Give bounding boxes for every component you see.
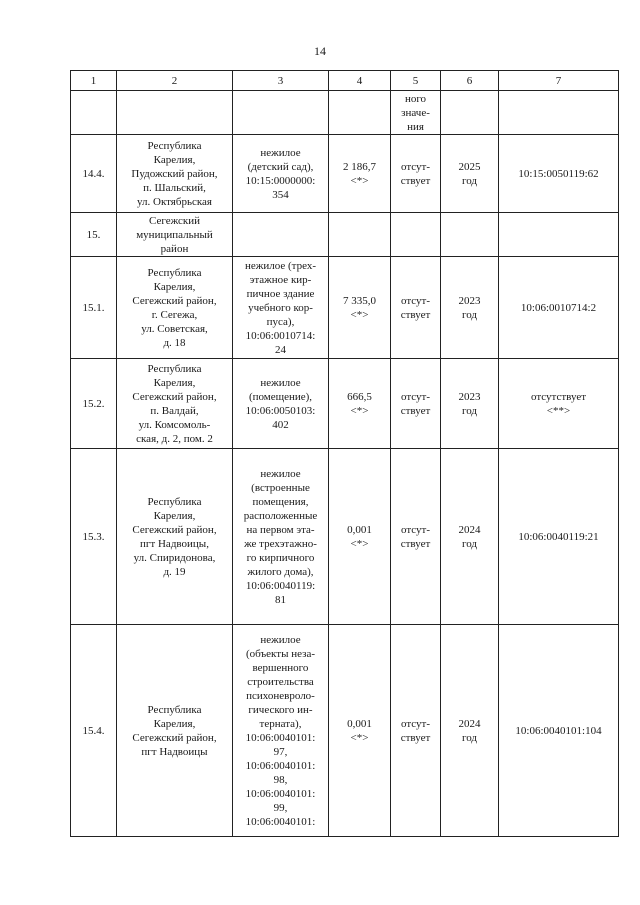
page-number: 14 <box>314 44 326 58</box>
row-cadastral: отсутствует <**> <box>499 359 619 449</box>
row-purpose: нежилое (встроенные помещения, расположенные на первом эта- же трехэтажно- го кирпичного жилого дома), 10:06:0040119: 81 <box>233 449 329 625</box>
table-row <box>71 213 619 257</box>
header-cell: 7 <box>499 71 619 91</box>
header-cell: 6 <box>441 71 499 91</box>
row-year <box>441 91 499 135</box>
property-table <box>70 70 619 837</box>
row-purpose: нежилое (объекты неза- вершенного строительства психоневроло- гического ин- терната), 10:06:0040101: 97, 10:06:0040101: 98, 10:06:0040101: 99, 10:06:0040101: <box>233 625 329 837</box>
row-number: 14.4. <box>71 135 117 213</box>
row-cadastral <box>499 91 619 135</box>
row-address: Республика Карелия, Сегежский район, пгт Надвоицы <box>117 625 233 837</box>
row-area: 0,001 <*> <box>329 625 391 837</box>
header-cell: 3 <box>233 71 329 91</box>
table-row <box>71 135 619 213</box>
row-year <box>441 213 499 257</box>
row-cadastral <box>499 213 619 257</box>
row-area <box>329 213 391 257</box>
row-purpose: нежилое (трех- этажное кир- пичное здание учебного кор- пуса), 10:06:0010714: 24 <box>233 257 329 359</box>
table-row <box>71 359 619 449</box>
row-address: Республика Карелия, Сегежский район, г. Сегежа, ул. Советская, д. 18 <box>117 257 233 359</box>
row-cadastral: 10:06:0040101:104 <box>499 625 619 837</box>
row-number: 15.4. <box>71 625 117 837</box>
row-year: 2025 год <box>441 135 499 213</box>
row-status <box>391 213 441 257</box>
row-address: Республика Карелия, Сегежский район, пгт Надвоицы, ул. Спиридонова, д. 19 <box>117 449 233 625</box>
row-purpose: нежилое (детский сад), 10:15:0000000: 354 <box>233 135 329 213</box>
table-row <box>71 625 619 837</box>
row-area: 0,001 <*> <box>329 449 391 625</box>
row-area: 666,5 <*> <box>329 359 391 449</box>
row-cadastral: 10:06:0010714:2 <box>499 257 619 359</box>
header-cell: 2 <box>117 71 233 91</box>
table-row <box>71 257 619 359</box>
row-cadastral: 10:15:0050119:62 <box>499 135 619 213</box>
row-status: ного значе- ния <box>391 91 441 135</box>
header-row <box>71 71 619 91</box>
row-number: 15.3. <box>71 449 117 625</box>
header-cell: 5 <box>391 71 441 91</box>
row-cadastral: 10:06:0040119:21 <box>499 449 619 625</box>
row-year: 2023 год <box>441 257 499 359</box>
header-cell: 4 <box>329 71 391 91</box>
row-year: 2023 год <box>441 359 499 449</box>
row-status: отсут- ствует <box>391 449 441 625</box>
row-purpose <box>233 213 329 257</box>
row-area: 2 186,7 <*> <box>329 135 391 213</box>
row-number: 15. <box>71 213 117 257</box>
row-address <box>117 91 233 135</box>
row-purpose <box>233 91 329 135</box>
row-number <box>71 91 117 135</box>
row-status: отсут- ствует <box>391 135 441 213</box>
row-address: Республика Карелия, Пудожский район, п. Шальский, ул. Октябрьская <box>117 135 233 213</box>
row-purpose: нежилое (помещение), 10:06:0050103: 402 <box>233 359 329 449</box>
row-address: Республика Карелия, Сегежский район, п. Валдай, ул. Комсомоль- ская, д. 2, пом. 2 <box>117 359 233 449</box>
row-status: отсут- ствует <box>391 257 441 359</box>
row-number: 15.1. <box>71 257 117 359</box>
row-status: отсут- ствует <box>391 625 441 837</box>
row-year: 2024 год <box>441 449 499 625</box>
header-cell: 1 <box>71 71 117 91</box>
row-status: отсут- ствует <box>391 359 441 449</box>
row-area: 7 335,0 <*> <box>329 257 391 359</box>
row-number: 15.2. <box>71 359 117 449</box>
table-row <box>71 449 619 625</box>
row-area <box>329 91 391 135</box>
table-row <box>71 91 619 135</box>
row-address: Сегежский муниципальный район <box>117 213 233 257</box>
row-year: 2024 год <box>441 625 499 837</box>
